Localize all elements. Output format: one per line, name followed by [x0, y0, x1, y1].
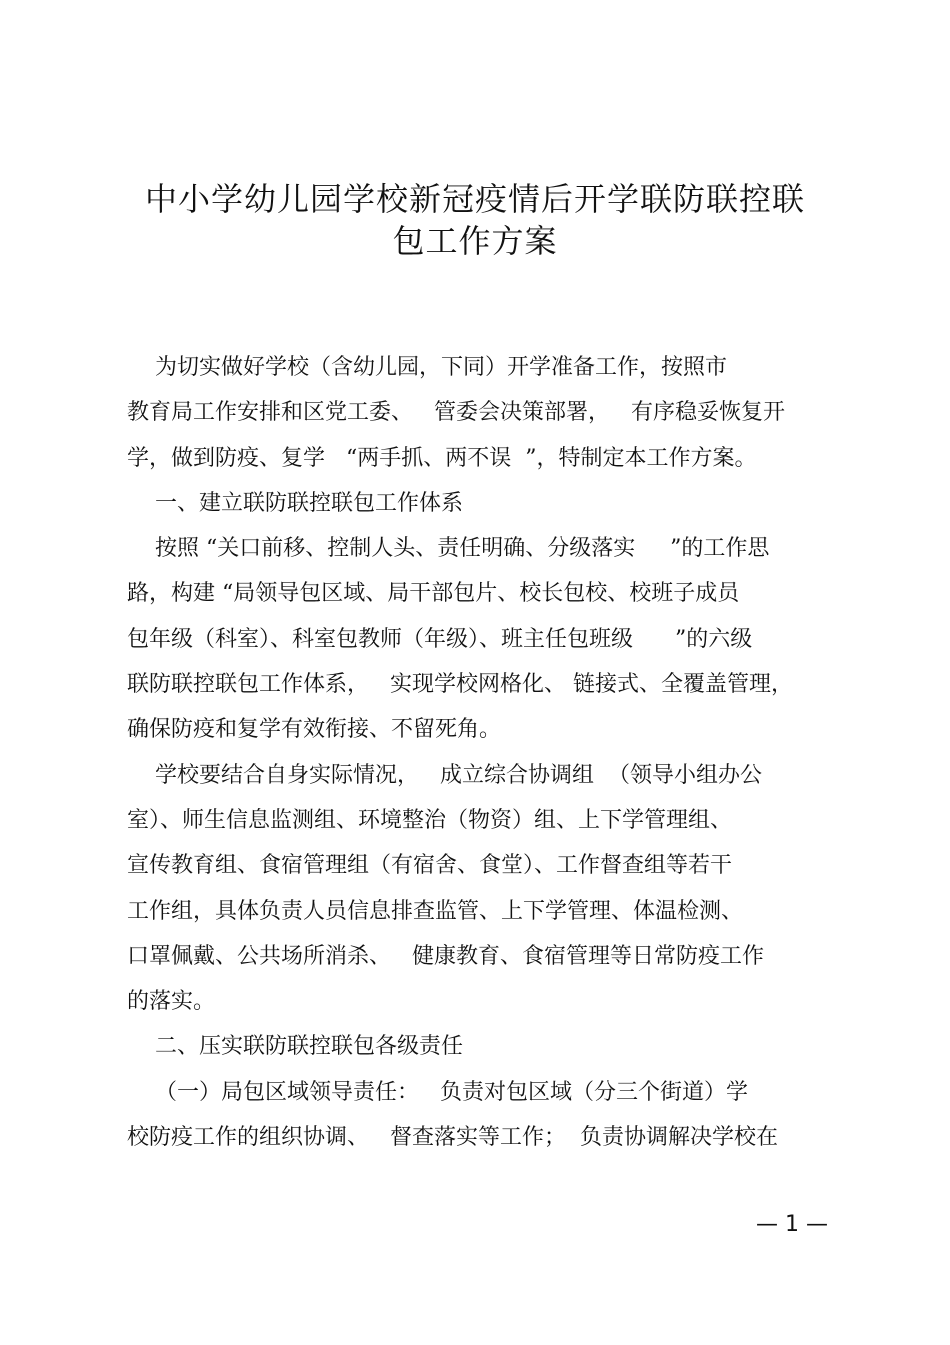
section-heading-2: 二、压实联防联控联包各级责任	[127, 1034, 463, 1060]
body-line: 按照 “关口前移、控制人头、责任明确、分级落实 ”的工作思	[127, 536, 770, 562]
document-title	[60, 178, 890, 262]
body-line: （一）局包区域领导责任： 负责对包区域（分三个街道）学	[127, 1079, 748, 1105]
body-line: 教育局工作安排和区党工委、 管委会决策部署， 有序稳妥恢复开	[127, 400, 785, 426]
title-line-2: 包工作方案	[392, 222, 558, 260]
body-line: 宣传教育组、食宿管理组（有宿舍、食堂）、工作督查组等若干	[127, 853, 733, 879]
title-line-1: 中小学幼儿园学校新冠疫情后开学联防联控联	[144, 180, 805, 218]
body-line: 工作组，具体负责人员信息排查监管、上下学管理、体温检测、	[127, 898, 744, 924]
body-line: 为切实做好学校（含幼儿园，下同）开学准备工作，按照市	[127, 355, 727, 380]
body-line: 的落实。	[127, 989, 216, 1015]
section-heading-1: 一、建立联防联控联包工作体系	[127, 490, 463, 516]
document-body	[127, 345, 827, 1160]
page-number: — 1 —	[756, 1212, 828, 1237]
body-line: 包年级（科室）、科室包教师（年级）、班主任包班级 ”的六级	[127, 626, 753, 652]
body-line: 室）、师生信息监测组、环境整治（物资）组、上下学管理组、	[127, 807, 733, 833]
body-line: 口罩佩戴、公共场所消杀、 健康教育、食宿管理等日常防疫工作	[127, 943, 764, 969]
body-line: 路，构建 “局领导包区域、局干部包片、校长包校、校班子成员	[127, 581, 740, 607]
body-line: 确保防疫和复学有效衔接、不留死角。	[127, 717, 502, 743]
body-line: 学，做到防疫、复学 “两手抓、两不误 ”，特制定本工作方案。	[127, 445, 757, 471]
body-line: 学校要结合自身实际情况， 成立综合协调组 （领导小组办公	[127, 762, 762, 788]
body-line: 校防疫工作的组织协调、 督查落实等工作； 负责协调解决学校在	[127, 1125, 778, 1151]
body-line: 联防联控联包工作体系， 实现学校网格化、 链接式、全覆盖管理，	[127, 672, 793, 698]
